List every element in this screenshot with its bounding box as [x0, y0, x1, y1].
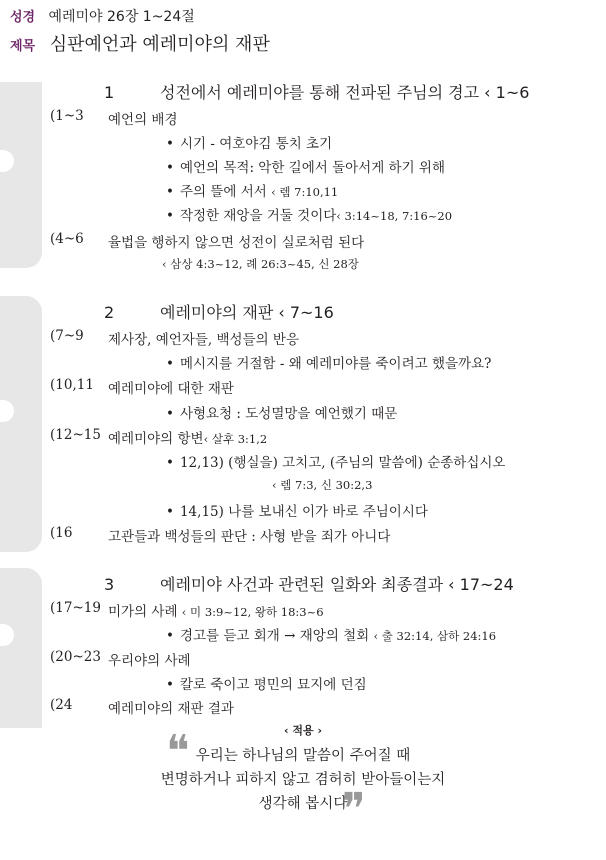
- section-number: 3: [104, 575, 115, 594]
- bullet-item: • 칼로 죽이고 평민의 묘지에 던짐: [166, 673, 367, 693]
- verse-range: (7~9: [50, 328, 84, 344]
- section-2-heading: [104, 300, 334, 323]
- bullet-text: 주의 뜰에 서서: [179, 184, 267, 200]
- section-tab-3: [0, 568, 42, 728]
- section-title: 예레미야의 재판 ‹ 7~16: [160, 303, 334, 322]
- title-label: 제목: [10, 39, 36, 54]
- outline-text: 예레미야의 항변: [108, 431, 204, 447]
- verse-range: (4~6: [50, 231, 84, 247]
- bullet-text: 경고를 듣고 회개 → 재앙의 철회: [179, 628, 370, 644]
- verse-range: (16: [50, 525, 73, 541]
- section-number: 2: [104, 303, 115, 322]
- scripture-reference: 예레미야 26장 1~24절: [48, 9, 195, 25]
- scripture-ref: ‹ 삼상 4:3~12, 례 26:3~45, 신 28장: [162, 257, 359, 271]
- verse-range: (17~19: [50, 600, 101, 616]
- scripture-ref: ‹ 렘 7:10,11: [271, 185, 339, 199]
- outline-item: [108, 600, 324, 620]
- scripture-ref: ‹ 3:14~18, 7:16~20: [336, 209, 453, 223]
- bullet-item: • 시기 - 여호야김 통치 초기: [166, 132, 332, 152]
- section-tab-2: [0, 296, 42, 552]
- close-quote-icon: ❞: [342, 784, 366, 835]
- bullet-item: • 메시지를 거절함 - 왜 예레미야를 죽이려고 했을까요?: [166, 352, 491, 372]
- section-tab-1: [0, 82, 42, 268]
- application-line-3: 생각해 봅시다: [258, 796, 348, 812]
- application-line-2: 변명하거나 피하지 않고 겸허히 받아들이는지: [160, 772, 446, 788]
- bullet-item: [166, 204, 452, 224]
- section-3-heading: [104, 572, 514, 595]
- bullet-item: [166, 180, 338, 200]
- outline-item: 예언의 배경: [108, 112, 178, 128]
- section-1-heading: [104, 80, 529, 103]
- verse-range: (24: [50, 697, 73, 713]
- section-title: 예레미야 사건과 관련된 일화와 최종결과 ‹ 17~24: [160, 575, 514, 594]
- outline-item: 예레미야의 재판 결과: [108, 701, 234, 717]
- verse-range: (12~15: [50, 427, 101, 443]
- scripture-row: [10, 6, 195, 26]
- verse-range: (1~3: [50, 108, 84, 124]
- section-number: 1: [104, 83, 115, 102]
- outline-item: 율법을 행하지 않으면 성전이 실로처럼 된다: [108, 235, 365, 251]
- verse-range: (10,11: [50, 377, 94, 393]
- title-row: [10, 30, 270, 56]
- scripture-ref: ‹ 살후 3:1,2: [203, 432, 268, 446]
- outline-item: 예레미야에 대한 재판: [108, 381, 234, 397]
- scripture-ref: ‹ 미 3:9~12, 왕하 18:3~6: [181, 605, 324, 619]
- bullet-item: • 14,15) 나를 보내신 이가 바로 주님이시다: [166, 500, 428, 520]
- page-title: 심판예언과 예레미야의 재판: [49, 34, 270, 55]
- outline-item: 우리야의 사례: [108, 653, 191, 669]
- scripture-label: 성경: [10, 10, 36, 25]
- bullet-item: • 예언의 목적: 악한 길에서 돌아서게 하기 위해: [166, 156, 445, 176]
- outline-text: 미가의 사례: [108, 604, 178, 620]
- outline-item: 제사장, 예언자들, 백성들의 반응: [108, 332, 299, 348]
- bullet-item: • 사형요청 : 도성멸망을 예언했기 때문: [166, 402, 397, 422]
- open-quote-icon: ❝: [166, 726, 190, 777]
- bullet-text: 작정한 재앙을 거둘 것이다: [179, 208, 337, 224]
- section-title: 성전에서 예레미야를 통해 전파된 주님의 경고 ‹ 1~6: [160, 83, 530, 102]
- scripture-ref: ‹ 출 32:14, 삼하 24:16: [373, 629, 497, 643]
- outline-item: 고관들과 백성들의 판단 : 사형 받을 죄가 아니다: [108, 529, 391, 545]
- bullet-item: • 12,13) (행실을) 고치고, (주님의 말씀에) 순종하십시오: [166, 451, 505, 471]
- outline-item: [108, 427, 267, 447]
- bullet-item: [166, 624, 496, 644]
- application-line-1: 우리는 하나님의 말씀이 주어질 때: [195, 748, 411, 764]
- scripture-ref: ‹ 렘 7:3, 신 30:2,3: [272, 478, 373, 492]
- verse-range: (20~23: [50, 649, 101, 665]
- application-label: ‹ 적용 ›: [284, 724, 322, 737]
